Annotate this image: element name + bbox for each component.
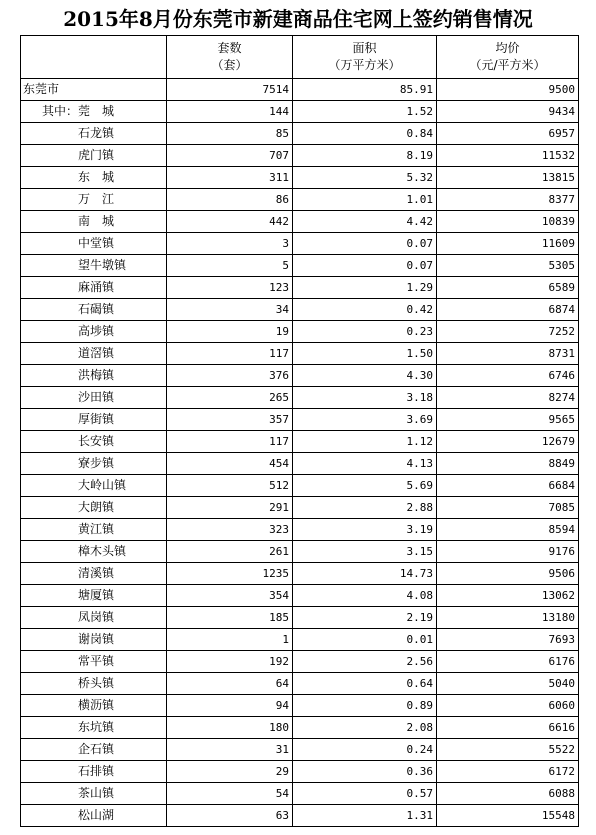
cell-price: 5305 bbox=[437, 255, 579, 277]
header-sets-label: 套数 bbox=[217, 41, 242, 55]
region-name bbox=[21, 717, 167, 739]
region-label: 谢岗镇 bbox=[78, 632, 115, 646]
cell-area: 0.23 bbox=[293, 321, 437, 343]
cell-price: 9176 bbox=[437, 541, 579, 563]
cell-area: 4.42 bbox=[293, 211, 437, 233]
cell-area: 0.57 bbox=[293, 783, 437, 805]
table-row bbox=[21, 629, 579, 651]
table-row bbox=[21, 233, 579, 255]
region-label: 桥头镇 bbox=[78, 676, 115, 690]
cell-sets: 357 bbox=[167, 409, 293, 431]
cell-price: 8594 bbox=[437, 519, 579, 541]
table-row bbox=[21, 695, 579, 717]
cell-sets: 34 bbox=[167, 299, 293, 321]
table-row bbox=[21, 783, 579, 805]
region-label: 石龙镇 bbox=[78, 126, 115, 140]
cell-price: 9506 bbox=[437, 563, 579, 585]
cell-area: 0.36 bbox=[293, 761, 437, 783]
cell-price: 6874 bbox=[437, 299, 579, 321]
table-row bbox=[21, 585, 579, 607]
region-name bbox=[21, 805, 167, 827]
region-name bbox=[21, 563, 167, 585]
cell-area: 1.29 bbox=[293, 277, 437, 299]
region-label: 企石镇 bbox=[78, 742, 115, 756]
region-name bbox=[21, 431, 167, 453]
region-label: 长安镇 bbox=[78, 434, 115, 448]
region-label: 厚街镇 bbox=[78, 412, 115, 426]
cell-area: 3.18 bbox=[293, 387, 437, 409]
table-row bbox=[21, 453, 579, 475]
cell-price: 15548 bbox=[437, 805, 579, 827]
total-price: 9500 bbox=[437, 79, 579, 101]
region-name bbox=[21, 651, 167, 673]
cell-sets: 19 bbox=[167, 321, 293, 343]
region-label: 麻涌镇 bbox=[78, 280, 115, 294]
page-title: 2015年8月份东莞市新建商品住宅网上签约销售情况 bbox=[63, 7, 533, 31]
region-name bbox=[21, 101, 167, 123]
cell-price: 6684 bbox=[437, 475, 579, 497]
cell-sets: 185 bbox=[167, 607, 293, 629]
cell-area: 0.84 bbox=[293, 123, 437, 145]
cell-price: 12679 bbox=[437, 431, 579, 453]
cell-price: 6589 bbox=[437, 277, 579, 299]
cell-sets: 54 bbox=[167, 783, 293, 805]
region-label: 中堂镇 bbox=[78, 236, 115, 250]
region-label: 石排镇 bbox=[78, 764, 115, 778]
cell-price: 5522 bbox=[437, 739, 579, 761]
cell-price: 8849 bbox=[437, 453, 579, 475]
table-row bbox=[21, 475, 579, 497]
header-area-unit: （万平方米） bbox=[328, 58, 401, 72]
cell-area: 5.32 bbox=[293, 167, 437, 189]
cell-price: 6746 bbox=[437, 365, 579, 387]
table-row bbox=[21, 387, 579, 409]
region-name bbox=[21, 629, 167, 651]
cell-price: 5040 bbox=[437, 673, 579, 695]
cell-area: 4.13 bbox=[293, 453, 437, 475]
region-label: 洪梅镇 bbox=[78, 368, 115, 382]
header-row bbox=[21, 36, 579, 79]
cell-sets: 512 bbox=[167, 475, 293, 497]
region-name bbox=[21, 365, 167, 387]
table-row bbox=[21, 277, 579, 299]
table-row bbox=[21, 101, 579, 123]
cell-sets: 3 bbox=[167, 233, 293, 255]
cell-price: 11609 bbox=[437, 233, 579, 255]
region-label: 道滘镇 bbox=[78, 346, 115, 360]
cell-price: 7693 bbox=[437, 629, 579, 651]
table-row bbox=[21, 145, 579, 167]
header-price bbox=[437, 36, 579, 79]
total-sets: 7514 bbox=[167, 79, 293, 101]
region-label: 常平镇 bbox=[78, 654, 115, 668]
cell-price: 13062 bbox=[437, 585, 579, 607]
cell-area: 0.07 bbox=[293, 255, 437, 277]
region-name bbox=[21, 607, 167, 629]
region-name bbox=[21, 783, 167, 805]
table-row bbox=[21, 343, 579, 365]
region-name bbox=[21, 123, 167, 145]
cell-area: 0.64 bbox=[293, 673, 437, 695]
cell-sets: 265 bbox=[167, 387, 293, 409]
cell-sets: 291 bbox=[167, 497, 293, 519]
region-label: 大朗镇 bbox=[78, 500, 115, 514]
cell-sets: 123 bbox=[167, 277, 293, 299]
cell-price: 10839 bbox=[437, 211, 579, 233]
region-name bbox=[21, 519, 167, 541]
cell-sets: 144 bbox=[167, 101, 293, 123]
table-row bbox=[21, 409, 579, 431]
cell-area: 1.01 bbox=[293, 189, 437, 211]
table-row bbox=[21, 651, 579, 673]
cell-area: 4.08 bbox=[293, 585, 437, 607]
table-row bbox=[21, 761, 579, 783]
cell-area: 0.42 bbox=[293, 299, 437, 321]
table-row bbox=[21, 299, 579, 321]
cell-sets: 707 bbox=[167, 145, 293, 167]
cell-sets: 117 bbox=[167, 431, 293, 453]
cell-sets: 261 bbox=[167, 541, 293, 563]
table-row bbox=[21, 607, 579, 629]
header-sets-unit: （套） bbox=[211, 58, 248, 72]
region-label: 茶山镇 bbox=[78, 786, 115, 800]
table-row bbox=[21, 431, 579, 453]
cell-area: 4.30 bbox=[293, 365, 437, 387]
cell-price: 6088 bbox=[437, 783, 579, 805]
table-row bbox=[21, 167, 579, 189]
cell-price: 6060 bbox=[437, 695, 579, 717]
region-label: 清溪镇 bbox=[78, 566, 115, 580]
region-name bbox=[21, 585, 167, 607]
cell-area: 2.88 bbox=[293, 497, 437, 519]
cell-price: 8274 bbox=[437, 387, 579, 409]
table-row bbox=[21, 189, 579, 211]
cell-area: 0.07 bbox=[293, 233, 437, 255]
region-label: 望牛墩镇 bbox=[78, 258, 127, 272]
region-name bbox=[21, 453, 167, 475]
region-label: 高埗镇 bbox=[78, 324, 115, 338]
cell-sets: 354 bbox=[167, 585, 293, 607]
cell-price: 6172 bbox=[437, 761, 579, 783]
cell-sets: 117 bbox=[167, 343, 293, 365]
cell-price: 8731 bbox=[437, 343, 579, 365]
region-label: 寮步镇 bbox=[78, 456, 115, 470]
region-name bbox=[21, 475, 167, 497]
region-name bbox=[21, 695, 167, 717]
cell-sets: 311 bbox=[167, 167, 293, 189]
cell-area: 14.73 bbox=[293, 563, 437, 585]
region-name bbox=[21, 211, 167, 233]
region-name bbox=[21, 277, 167, 299]
table-row bbox=[21, 541, 579, 563]
total-area: 85.91 bbox=[293, 79, 437, 101]
cell-sets: 323 bbox=[167, 519, 293, 541]
region-label: 南 城 bbox=[78, 214, 115, 228]
cell-area: 0.89 bbox=[293, 695, 437, 717]
region-name bbox=[21, 321, 167, 343]
region-label: 东坑镇 bbox=[78, 720, 115, 734]
cell-sets: 85 bbox=[167, 123, 293, 145]
cell-area: 1.52 bbox=[293, 101, 437, 123]
cell-sets: 64 bbox=[167, 673, 293, 695]
cell-price: 6176 bbox=[437, 651, 579, 673]
header-price-label: 均价 bbox=[495, 41, 520, 55]
region-name bbox=[21, 343, 167, 365]
cell-price: 8377 bbox=[437, 189, 579, 211]
region-label: 东 城 bbox=[78, 170, 115, 184]
total-row bbox=[21, 79, 579, 101]
cell-price: 13180 bbox=[437, 607, 579, 629]
region-label: 樟木头镇 bbox=[78, 544, 127, 558]
region-label: 大岭山镇 bbox=[78, 478, 127, 492]
region-name bbox=[21, 387, 167, 409]
table-row bbox=[21, 563, 579, 585]
cell-price: 6616 bbox=[437, 717, 579, 739]
table-row bbox=[21, 255, 579, 277]
header-price-unit: （元/平方米） bbox=[469, 58, 546, 72]
cell-price: 9434 bbox=[437, 101, 579, 123]
cell-area: 0.01 bbox=[293, 629, 437, 651]
cell-price: 13815 bbox=[437, 167, 579, 189]
cell-sets: 454 bbox=[167, 453, 293, 475]
region-label: 横沥镇 bbox=[78, 698, 115, 712]
cell-area: 8.19 bbox=[293, 145, 437, 167]
header-area bbox=[293, 36, 437, 79]
cell-area: 2.19 bbox=[293, 607, 437, 629]
cell-sets: 1235 bbox=[167, 563, 293, 585]
cell-sets: 1 bbox=[167, 629, 293, 651]
region-name bbox=[21, 541, 167, 563]
region-label: 虎门镇 bbox=[78, 148, 115, 162]
region-name bbox=[21, 497, 167, 519]
cell-sets: 94 bbox=[167, 695, 293, 717]
cell-area: 1.12 bbox=[293, 431, 437, 453]
sales-table bbox=[20, 35, 579, 827]
header-area-label: 面积 bbox=[352, 41, 377, 55]
region-label: 黄江镇 bbox=[78, 522, 115, 536]
cell-area: 2.08 bbox=[293, 717, 437, 739]
table-row bbox=[21, 519, 579, 541]
region-name bbox=[21, 739, 167, 761]
region-name bbox=[21, 255, 167, 277]
table-row bbox=[21, 739, 579, 761]
header-sets bbox=[167, 36, 293, 79]
cell-price: 9565 bbox=[437, 409, 579, 431]
cell-sets: 376 bbox=[167, 365, 293, 387]
cell-price: 11532 bbox=[437, 145, 579, 167]
region-name bbox=[21, 145, 167, 167]
cell-sets: 63 bbox=[167, 805, 293, 827]
region-name bbox=[21, 299, 167, 321]
cell-area: 1.31 bbox=[293, 805, 437, 827]
cell-sets: 29 bbox=[167, 761, 293, 783]
cell-area: 3.19 bbox=[293, 519, 437, 541]
cell-price: 6957 bbox=[437, 123, 579, 145]
cell-area: 1.50 bbox=[293, 343, 437, 365]
region-label: 塘厦镇 bbox=[78, 588, 115, 602]
cell-sets: 442 bbox=[167, 211, 293, 233]
region-prefix: 其中： bbox=[41, 104, 78, 118]
table-row bbox=[21, 321, 579, 343]
cell-price: 7252 bbox=[437, 321, 579, 343]
region-label: 万 江 bbox=[78, 192, 115, 206]
region-name bbox=[21, 761, 167, 783]
cell-sets: 180 bbox=[167, 717, 293, 739]
table-row bbox=[21, 497, 579, 519]
cell-price: 7085 bbox=[437, 497, 579, 519]
region-name bbox=[21, 409, 167, 431]
region-label: 松山湖 bbox=[78, 808, 115, 822]
total-name: 东莞市 bbox=[21, 79, 167, 101]
region-label: 石碣镇 bbox=[78, 302, 115, 316]
cell-sets: 192 bbox=[167, 651, 293, 673]
region-label: 沙田镇 bbox=[78, 390, 115, 404]
region-label: 凤岗镇 bbox=[78, 610, 115, 624]
table-row bbox=[21, 717, 579, 739]
region-label: 莞 城 bbox=[78, 104, 115, 118]
cell-sets: 31 bbox=[167, 739, 293, 761]
table-row bbox=[21, 123, 579, 145]
cell-area: 3.69 bbox=[293, 409, 437, 431]
cell-area: 5.69 bbox=[293, 475, 437, 497]
region-name bbox=[21, 233, 167, 255]
cell-area: 2.56 bbox=[293, 651, 437, 673]
table-row bbox=[21, 365, 579, 387]
region-name bbox=[21, 167, 167, 189]
cell-sets: 5 bbox=[167, 255, 293, 277]
header-region bbox=[21, 36, 167, 79]
region-name bbox=[21, 189, 167, 211]
region-name bbox=[21, 673, 167, 695]
table-row bbox=[21, 211, 579, 233]
table-row bbox=[21, 805, 579, 827]
cell-area: 3.15 bbox=[293, 541, 437, 563]
cell-sets: 86 bbox=[167, 189, 293, 211]
cell-area: 0.24 bbox=[293, 739, 437, 761]
table-row bbox=[21, 673, 579, 695]
